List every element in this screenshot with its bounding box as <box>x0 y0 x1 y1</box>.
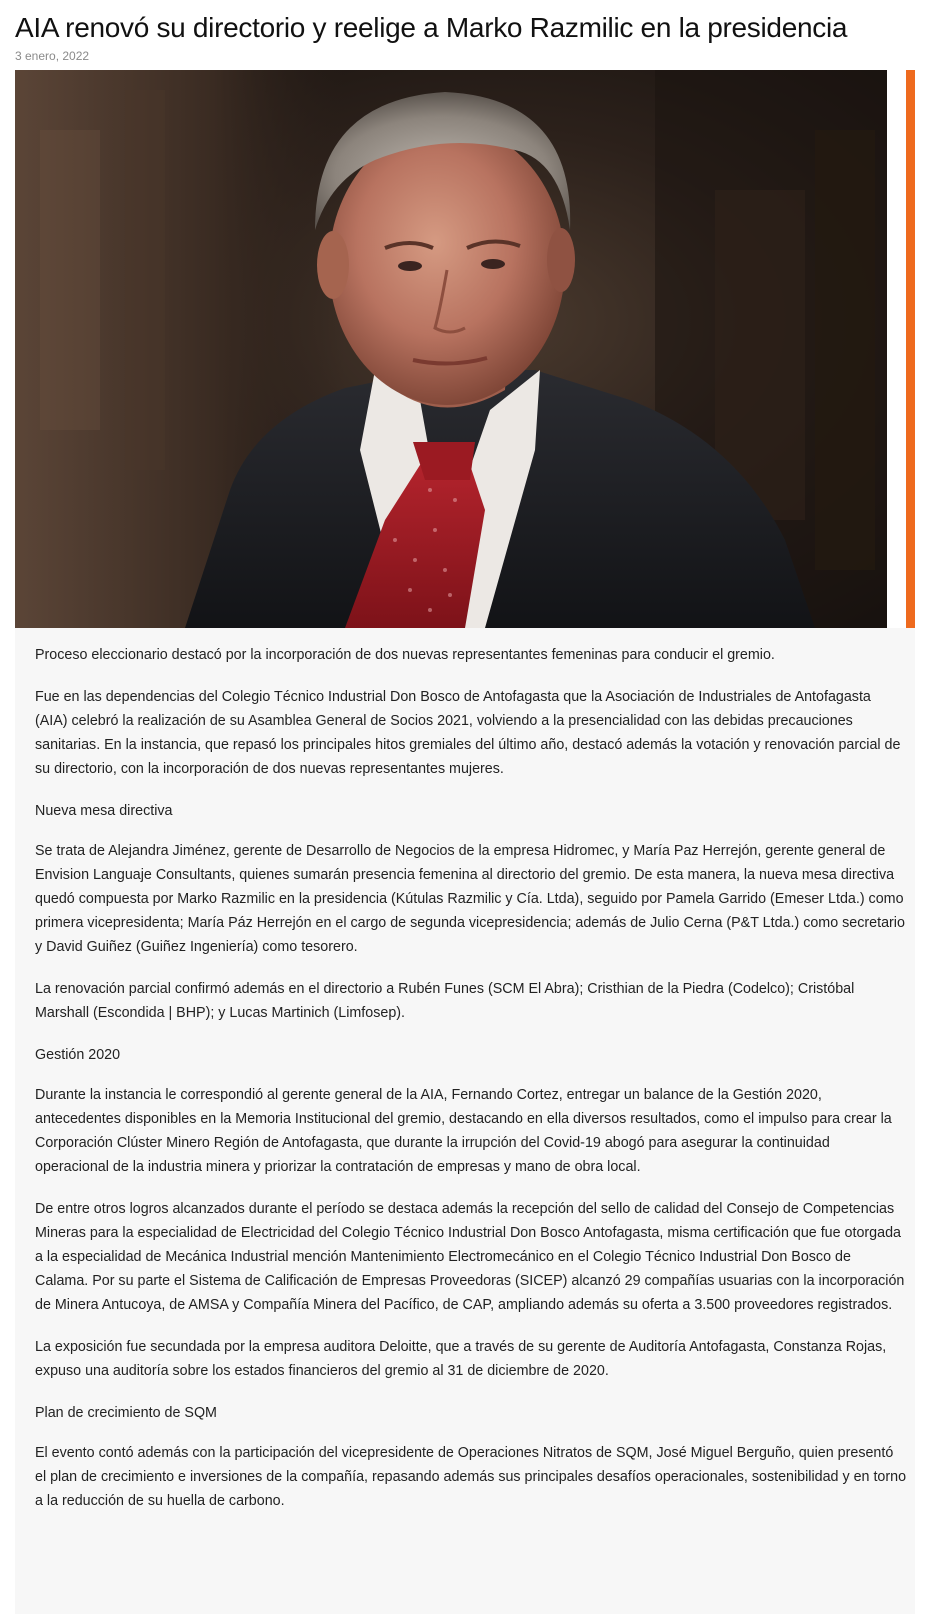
article-photo <box>15 70 887 628</box>
article-paragraph: La renovación parcial confirmó además en el directorio a Rubén Funes (SCM El Abra); Cristhian de la Piedra (Codelco); Cristóbal Marshall (Escondida | BHP); y Lucas Martinich (Limfosep). <box>35 981 855 1021</box>
article-paragraph: Durante la instancia le correspondió al gerente general de la AIA, Fernando Cortez, entregar un balance de la Gestión 2020, antecedentes disponibles en la Memoria Institucional del gremio, destacando en ella diversos resultados, como el impulso para crear la Corporación Clúster Minero Región de Antofagasta, que durante la irrupción del Covid-19 abogó para asegurar la continuidad operacional de la industria minera y priorizar la contratación de empresas y mano de obra local. <box>35 1087 892 1175</box>
article-date: 3 enero, 2022 <box>15 49 90 63</box>
article-paragraph: La exposición fue secundada por la empresa auditora Deloitte, que a través de su gerente de Auditoría Antofagasta, Constanza Rojas, expuso una auditoría sobre los estados financieros del gremio al 31 de diciembre de 2020. <box>35 1339 887 1379</box>
accent-bar <box>906 70 915 632</box>
section-subtitle: Plan de crecimiento de SQM <box>35 1405 217 1421</box>
article-body <box>15 628 915 1614</box>
article-paragraph: Se trata de Alejandra Jiménez, gerente de Desarrollo de Negocios de la empresa Hidromec, y María Paz Herrejón, gerente general de Envision Languaje Consultants, quienes sumarán presencia femenina al directorio del gremio. De esta manera, la nueva mesa directiva quedó compuesta por Marko Razmilic en la presidencia (Kútulas Razmilic y Cía. Ltda), seguido por Pamela Garrido (Emeser Ltda.) como primera vicepresidenta; María Páz Herrejón en el cargo de segunda vicepresidencia; además de Julio Cerna (P&T Ltda.) como secretario y David Guiñez (Guiñez Ingeniería) como tesorero. <box>35 843 905 955</box>
section-subtitle: Gestión 2020 <box>35 1047 121 1063</box>
article-paragraph: De entre otros logros alcanzados durante el período se destaca además la recepción del sello de calidad del Consejo de Competencias Mineras para la especialidad de Electricidad del Colegio Técnico Industrial Don Bosco Antofagasta, misma certificación que fue otorgada a la especialidad de Mecánica Industrial mención Mantenimiento Electromecánico en el Colegio Técnico Industrial Don Bosco de Calama. Por su parte el Sistema de Calificación de Empresas Proveedoras (SICEP) alcanzó 29 compañías usuarias con la incorporación de Minera Antucoya, de AMSA y Compañía Minera del Pacífico, de CAP, ampliando además su oferta a 3.500 proveedores registrados. <box>35 1201 905 1313</box>
section-subtitle: Nueva mesa directiva <box>35 803 173 819</box>
article-lead: Proceso eleccionario destacó por la incorporación de dos nuevas representantes femeninas para conducir el gremio. <box>35 647 775 663</box>
portrait-photo <box>15 70 887 628</box>
article-paragraph: Fue en las dependencias del Colegio Técnico Industrial Don Bosco de Antofagasta que la Asociación de Industriales de Antofagasta (AIA) celebró la realización de su Asamblea General de Socios 2021, volviendo a la presencialidad con las debidas precauciones sanitarias. En la instancia, que repasó los principales hitos gremiales del último año, destacó además la votación y renovación parcial de su directorio, con la incorporación de dos nuevas representantes mujeres. <box>35 689 901 777</box>
article-paragraph: El evento contó además con la participación del vicepresidente de Operaciones Nitratos de SQM, José Miguel Berguño, quien presentó el plan de crecimiento e inversiones de la compañía, repasando además sus principales desafíos operacionales, sostenibilidad y en torno a la reducción de su huella de carbono. <box>35 1445 907 1509</box>
article-title: AIA renovó su directorio y reelige a Marko Razmilic en la presidencia <box>15 12 848 43</box>
